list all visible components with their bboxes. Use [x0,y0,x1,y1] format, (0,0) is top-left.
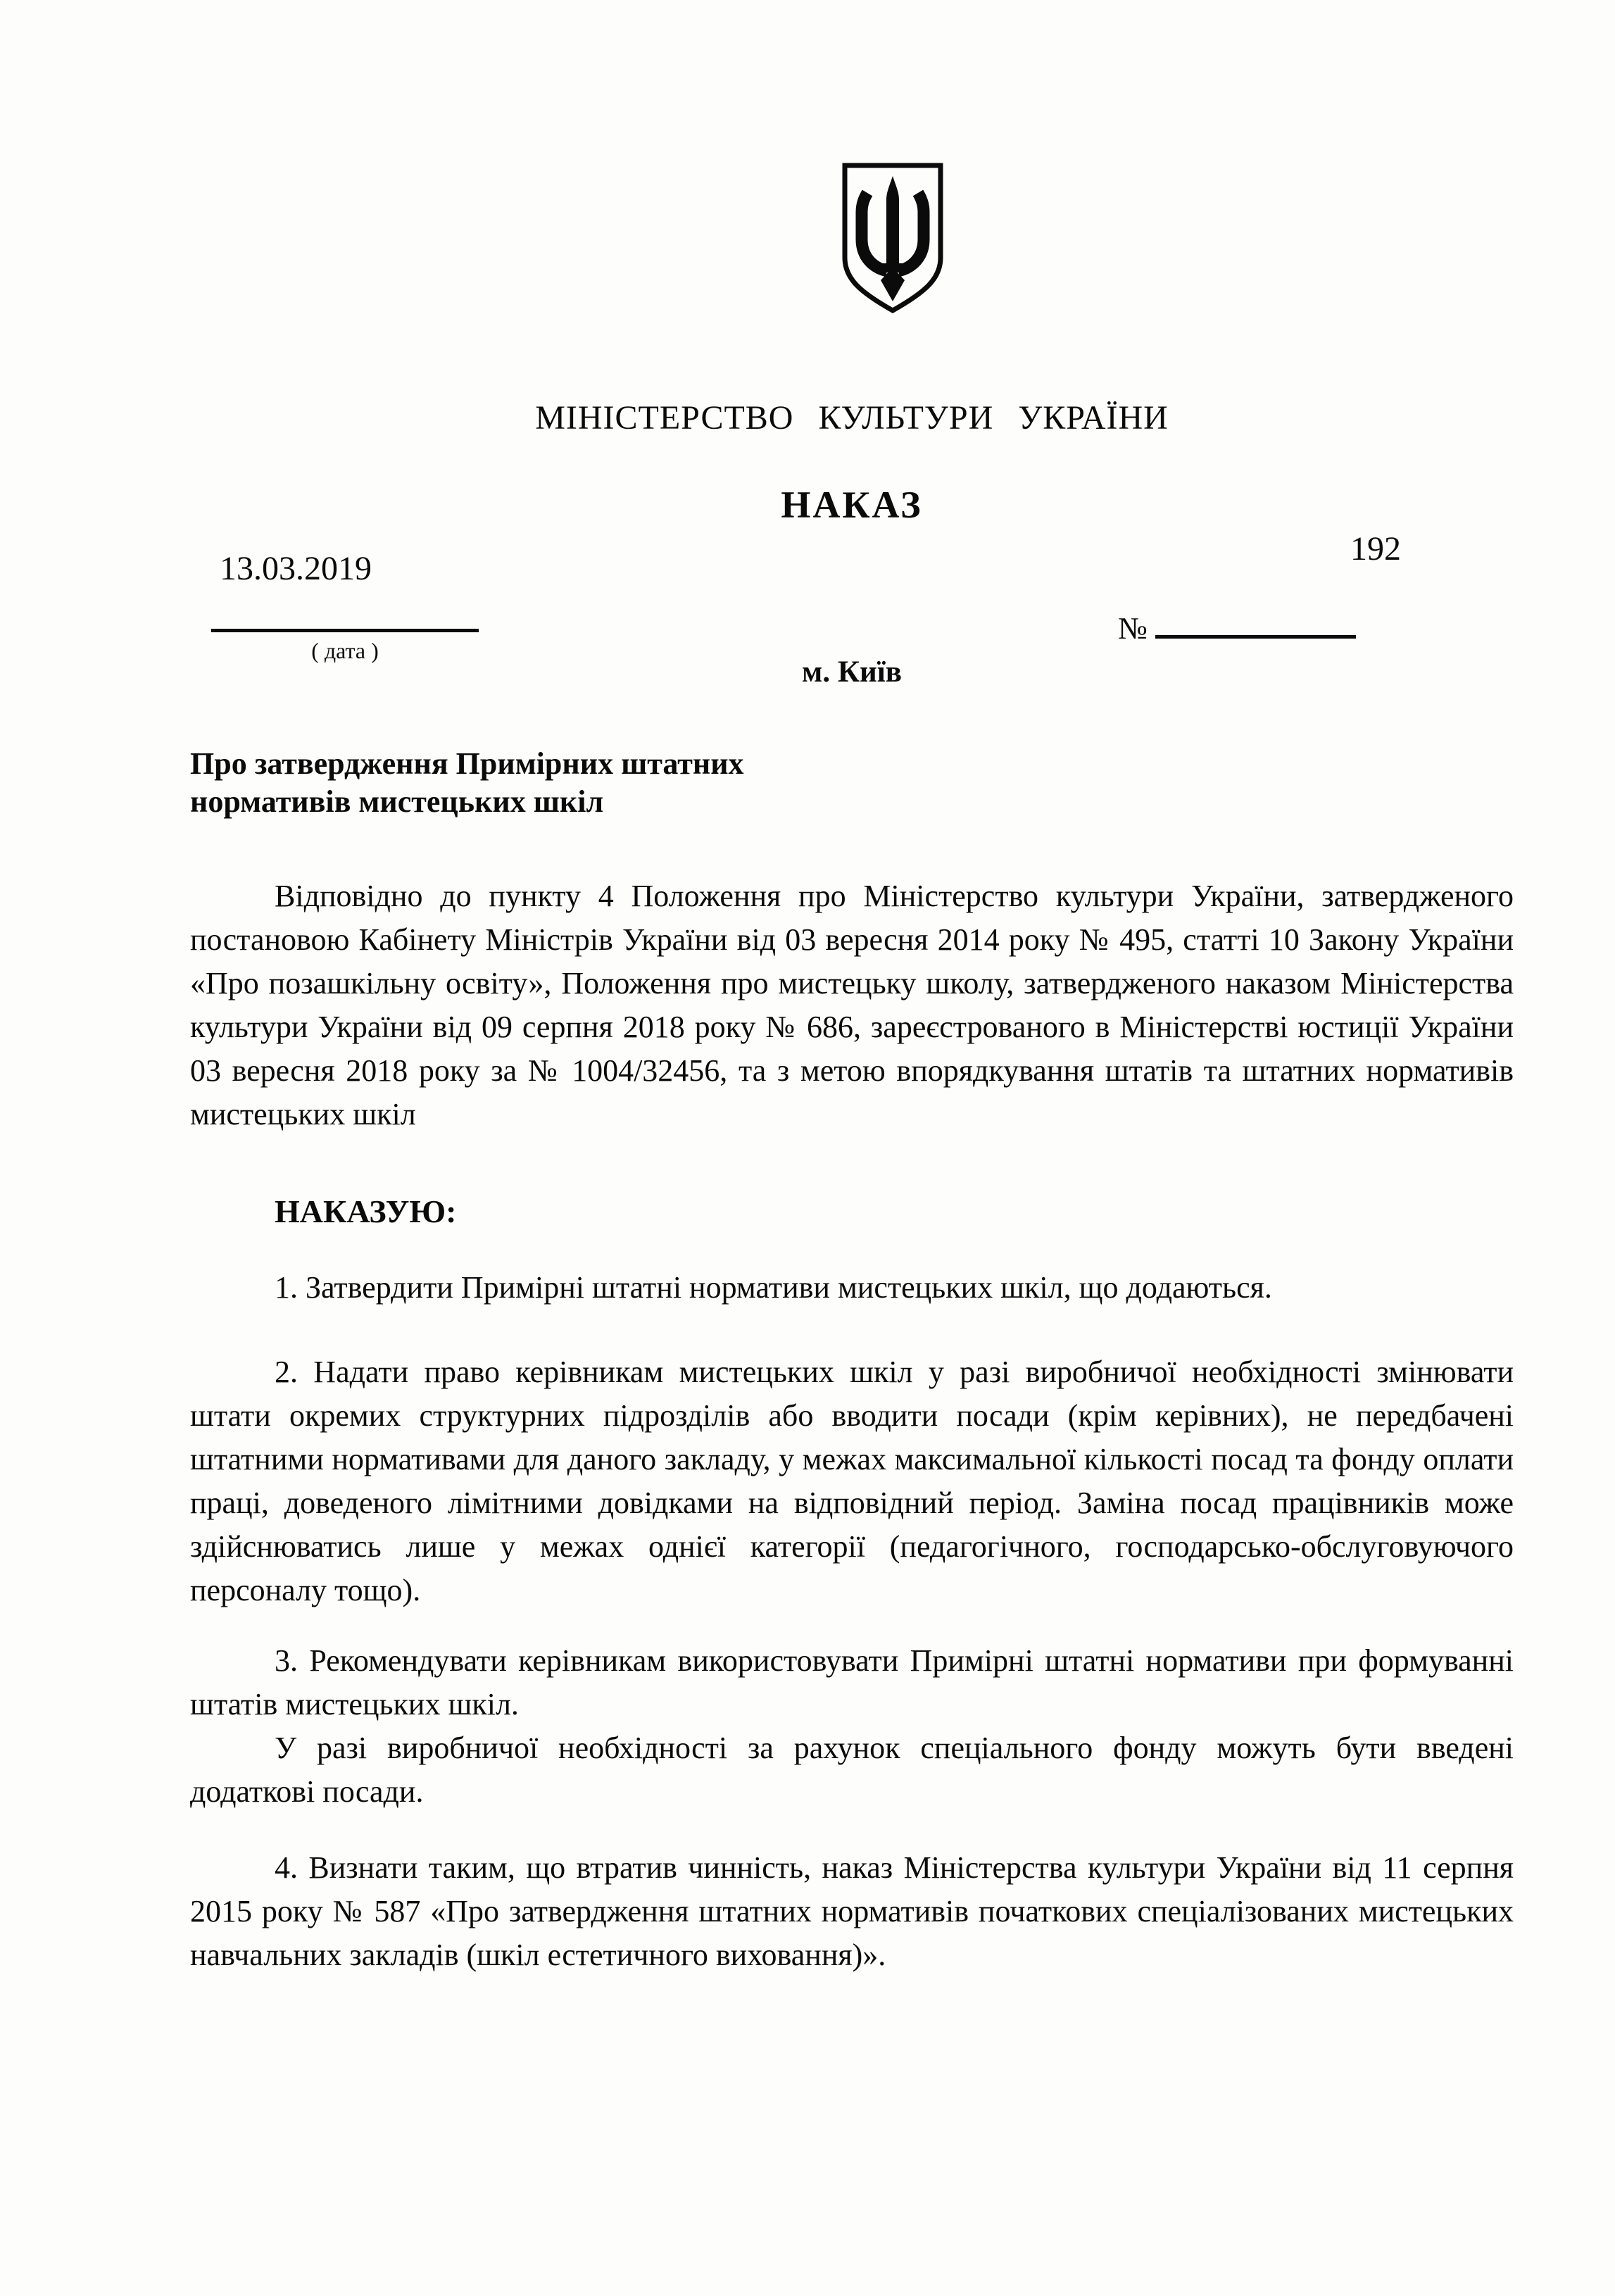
ministry-title: МІНІСТЕРСТВО КУЛЬТУРИ УКРАЇНИ [535,399,1169,437]
order-item-2: 2. Надати право керівникам мистецьких шкіл у разі виробничої необхідності змінювати штати окремих структурних підрозділів або вводити посади (крім керівних), не передбачені штатними нормативами для даного закладу, у межах максимальної кількості посад та фонду оплати праці, доведеного лімітними довідками на відповідний період. Заміна посад працівників може здійснюватись лише у межах однієї категорії (педагогічного, господарсько-обслуговуючого персоналу тощо). [190,1355,1514,1607]
order-item-1: 1. Затвердити Примірні штатні нормативи мистецьких шкіл, що додаються. [275,1270,1272,1305]
city-label: м. Київ [802,655,902,689]
number-underline [1155,603,1356,639]
subject-title [190,745,1514,821]
document-body [190,745,1514,1977]
subject-line-2: нормативів мистецьких шкіл [190,784,604,819]
date-caption: ( дата ) [311,638,379,663]
number-sign: № [1118,611,1148,646]
order-word: НАКАЗУЮ: [275,1193,457,1229]
preamble-paragraph: Відповідно до пункту 4 Положення про Міністерство культури України, затвердженого постановою Кабінету Міністрів України від 03 вересня 2014 року № 495, статті 10 Закону України «Про позашкільну освіту», Положення про мистецьку школу, затвердженого наказом Міністерства культури України від 09 серпня 2018 року № 686, зареєстрованого в Міністерстві юстиції України 03 вересня 2018 року за № 1004/32456, та з метою впорядкування штатів та штатних нормативів мистецьких шкіл [190,879,1514,1131]
order-item-3: 3. Рекомендувати керівникам використовувати Примірні штатні нормативи при формуванні штатів мистецьких шкіл. [190,1643,1514,1721]
ukraine-coat-of-arms-icon [840,161,945,315]
document-type-title: НАКАЗ [781,484,923,526]
order-number: 192 [1350,530,1401,567]
order-item-3-extra: У разі виробничої необхідності за рахунок спеціального фонду можуть бути введені додаткові посади. [190,1731,1514,1809]
order-item-4: 4. Визнати таким, що втратив чинність, наказ Міністерства культури України від 11 серпня 2015 року № 587 «Про затвердження штатних нормативів початкових спеціалізованих мистецьких навчальних закладів (шкіл естетичного виховання)». [190,1850,1514,1972]
date-underline [211,629,479,632]
order-date: 13.03.2019 [220,550,372,587]
order-number-row [1118,603,1356,646]
subject-line-1: Про затвердження Примірних штатних [190,746,744,781]
